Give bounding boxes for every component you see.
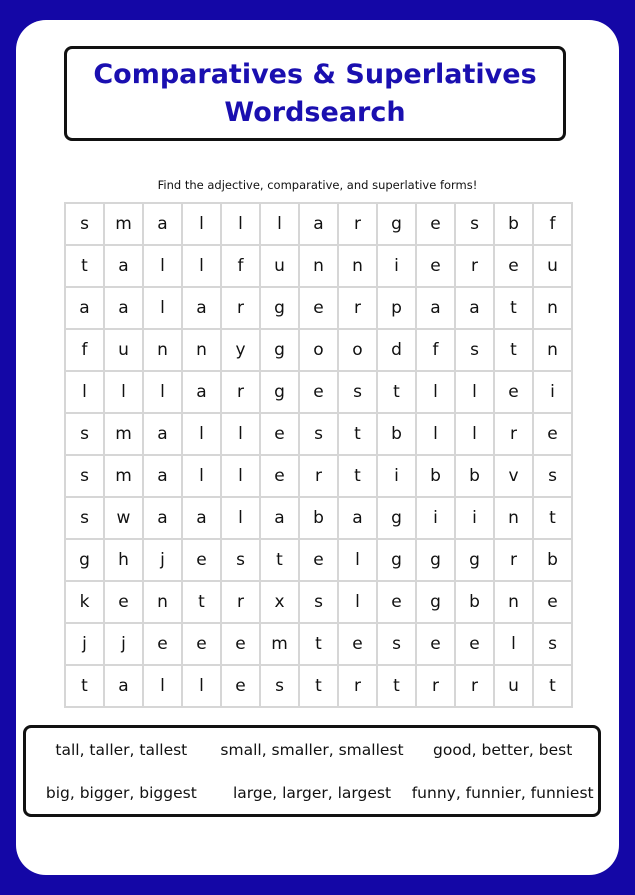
grid-cell[interactable]: a — [183, 288, 222, 330]
grid-cell[interactable]: e — [144, 624, 183, 666]
worksheet-page — [16, 20, 619, 875]
grid-cell[interactable]: l — [417, 414, 456, 456]
grid-cell[interactable]: e — [339, 624, 378, 666]
grid-cell[interactable]: l — [495, 624, 534, 666]
grid-cell[interactable]: s — [222, 540, 261, 582]
grid-cell[interactable]: l — [339, 540, 378, 582]
grid-cell[interactable]: e — [417, 204, 456, 246]
grid-cell[interactable]: m — [105, 204, 144, 246]
grid-cell[interactable]: i — [417, 498, 456, 540]
grid-cell[interactable]: r — [222, 288, 261, 330]
grid-cell[interactable]: i — [378, 456, 417, 498]
grid-cell[interactable]: t — [66, 666, 105, 708]
grid-cell[interactable]: m — [105, 456, 144, 498]
grid-cell[interactable]: f — [66, 330, 105, 372]
grid-cell[interactable]: g — [417, 540, 456, 582]
grid-cell[interactable]: s — [66, 414, 105, 456]
title-line-2: Wordsearch — [224, 96, 406, 128]
grid-cell[interactable]: s — [456, 330, 495, 372]
grid-cell[interactable]: e — [261, 414, 300, 456]
grid-cell[interactable]: l — [144, 288, 183, 330]
grid-cell[interactable]: a — [144, 498, 183, 540]
word-entry: good, better, best — [433, 740, 573, 759]
grid-cell[interactable]: n — [144, 582, 183, 624]
grid-cell[interactable]: l — [261, 204, 300, 246]
grid-cell[interactable]: g — [261, 330, 300, 372]
instructions: Find the adjective, comparative, and superlative forms! — [157, 178, 478, 192]
grid-cell[interactable]: a — [183, 372, 222, 414]
grid-cell[interactable]: t — [495, 330, 534, 372]
grid-cell[interactable]: t — [378, 666, 417, 708]
grid-cell[interactable]: a — [417, 288, 456, 330]
grid-cell[interactable]: e — [300, 372, 339, 414]
grid-cell[interactable]: r — [222, 372, 261, 414]
grid-cell[interactable]: a — [183, 498, 222, 540]
grid-cell[interactable]: g — [261, 372, 300, 414]
title-box — [64, 46, 566, 141]
grid-cell[interactable]: n — [300, 246, 339, 288]
grid-cell[interactable]: t — [66, 246, 105, 288]
grid-cell[interactable]: u — [105, 330, 144, 372]
grid-cell[interactable]: e — [378, 582, 417, 624]
grid-cell[interactable]: b — [300, 498, 339, 540]
grid-cell[interactable]: g — [378, 540, 417, 582]
grid-cell[interactable]: s — [66, 456, 105, 498]
grid-cell[interactable]: l — [183, 246, 222, 288]
word-list — [23, 725, 601, 817]
grid-cell[interactable]: j — [144, 540, 183, 582]
title-line-1: Comparatives & Superlatives — [93, 58, 537, 90]
grid-cell[interactable]: e — [105, 582, 144, 624]
grid-cell[interactable]: d — [378, 330, 417, 372]
grid-cell[interactable]: t — [339, 456, 378, 498]
grid-cell[interactable]: e — [456, 624, 495, 666]
grid-cell[interactable]: r — [300, 456, 339, 498]
grid-cell[interactable]: k — [66, 582, 105, 624]
grid-cell[interactable]: l — [105, 372, 144, 414]
wordsearch-grid — [64, 202, 573, 708]
grid-cell[interactable]: i — [534, 372, 573, 414]
grid-cell[interactable]: a — [144, 456, 183, 498]
word-entry: small, smaller, smallest — [220, 740, 404, 759]
grid-cell[interactable]: r — [339, 204, 378, 246]
grid-cell[interactable]: l — [144, 246, 183, 288]
grid-cell[interactable]: y — [222, 330, 261, 372]
grid-cell[interactable]: n — [339, 246, 378, 288]
grid-cell[interactable]: l — [222, 498, 261, 540]
grid-cell[interactable]: v — [495, 456, 534, 498]
grid-cell[interactable]: t — [534, 498, 573, 540]
grid-cell[interactable]: f — [417, 330, 456, 372]
grid-cell[interactable]: n — [534, 288, 573, 330]
grid-cell[interactable]: j — [105, 624, 144, 666]
grid-cell[interactable]: m — [105, 414, 144, 456]
grid-cell[interactable]: s — [66, 204, 105, 246]
grid-cell[interactable]: u — [534, 246, 573, 288]
grid-cell[interactable]: t — [300, 624, 339, 666]
grid-cell[interactable]: w — [105, 498, 144, 540]
grid-cell[interactable]: t — [339, 414, 378, 456]
grid-cell[interactable]: e — [183, 540, 222, 582]
grid-cell[interactable]: i — [456, 498, 495, 540]
grid-cell[interactable]: g — [378, 498, 417, 540]
grid-cell[interactable]: b — [456, 456, 495, 498]
grid-cell[interactable]: r — [456, 666, 495, 708]
grid-cell[interactable]: i — [378, 246, 417, 288]
grid-cell[interactable]: s — [534, 456, 573, 498]
grid-cell[interactable]: j — [66, 624, 105, 666]
grid-cell[interactable]: l — [183, 456, 222, 498]
grid-cell[interactable]: l — [339, 582, 378, 624]
grid-cell[interactable]: p — [378, 288, 417, 330]
grid-cell[interactable]: r — [222, 582, 261, 624]
grid-cell[interactable]: e — [534, 582, 573, 624]
grid-cell[interactable]: r — [339, 288, 378, 330]
grid-cell[interactable]: x — [261, 582, 300, 624]
grid-cell[interactable]: e — [183, 624, 222, 666]
grid-cell[interactable]: s — [378, 624, 417, 666]
grid-cell[interactable]: s — [339, 372, 378, 414]
grid-cell[interactable]: o — [339, 330, 378, 372]
grid-cell[interactable]: s — [300, 414, 339, 456]
grid-cell[interactable]: g — [417, 582, 456, 624]
word-entry: tall, taller, tallest — [55, 740, 188, 759]
grid-cell[interactable]: l — [222, 204, 261, 246]
grid-cell[interactable]: e — [300, 288, 339, 330]
grid-cell[interactable]: t — [495, 288, 534, 330]
grid-cell[interactable]: e — [417, 624, 456, 666]
grid-cell[interactable]: l — [417, 372, 456, 414]
word-entry: funny, funnier, funniest — [411, 783, 594, 802]
grid-cell[interactable]: f — [222, 246, 261, 288]
grid-cell[interactable]: n — [534, 330, 573, 372]
grid-cell[interactable]: l — [183, 204, 222, 246]
grid-cell[interactable]: r — [495, 540, 534, 582]
grid-cell[interactable]: t — [183, 582, 222, 624]
word-entry: big, bigger, biggest — [45, 783, 197, 802]
grid-cell[interactable]: l — [66, 372, 105, 414]
grid-cell[interactable]: t — [534, 666, 573, 708]
grid-cell[interactable]: a — [144, 414, 183, 456]
grid-cell[interactable]: s — [456, 204, 495, 246]
grid-cell[interactable]: l — [144, 372, 183, 414]
grid-cell[interactable]: h — [105, 540, 144, 582]
grid-cell[interactable]: a — [144, 204, 183, 246]
grid-cell[interactable]: e — [417, 246, 456, 288]
grid-cell[interactable]: t — [300, 666, 339, 708]
grid-cell[interactable]: r — [456, 246, 495, 288]
grid-cell[interactable]: b — [456, 582, 495, 624]
grid-cell[interactable]: t — [378, 372, 417, 414]
grid-cell[interactable]: e — [222, 624, 261, 666]
grid-cell[interactable]: e — [222, 666, 261, 708]
grid-cell[interactable]: b — [417, 456, 456, 498]
grid-cell[interactable]: r — [339, 666, 378, 708]
grid-cell[interactable]: n — [495, 582, 534, 624]
grid-cell[interactable]: r — [495, 414, 534, 456]
word-entry: large, larger, largest — [232, 783, 392, 802]
grid-cell[interactable]: s — [300, 582, 339, 624]
grid-cell[interactable]: n — [144, 330, 183, 372]
grid-cell[interactable]: a — [261, 498, 300, 540]
grid-cell[interactable]: g — [456, 540, 495, 582]
grid-cell[interactable]: a — [105, 288, 144, 330]
grid-cell[interactable]: b — [534, 540, 573, 582]
grid-cell[interactable]: e — [495, 246, 534, 288]
grid-cell[interactable]: l — [222, 414, 261, 456]
grid-cell[interactable]: s — [534, 624, 573, 666]
grid-cell[interactable]: g — [378, 204, 417, 246]
grid-cell[interactable]: t — [261, 540, 300, 582]
grid-cell[interactable]: a — [339, 498, 378, 540]
grid-cell[interactable]: l — [222, 456, 261, 498]
grid-cell[interactable]: l — [183, 666, 222, 708]
grid-cell[interactable]: b — [378, 414, 417, 456]
grid-cell[interactable]: f — [534, 204, 573, 246]
grid-cell[interactable]: a — [66, 288, 105, 330]
grid-cell[interactable]: u — [495, 666, 534, 708]
grid-cell[interactable]: u — [261, 246, 300, 288]
grid-cell[interactable]: e — [261, 456, 300, 498]
grid-cell[interactable]: a — [456, 288, 495, 330]
grid-cell[interactable]: n — [183, 330, 222, 372]
grid-cell[interactable]: s — [261, 666, 300, 708]
grid-cell[interactable]: l — [183, 414, 222, 456]
grid-cell[interactable]: b — [495, 204, 534, 246]
grid-cell[interactable]: e — [495, 372, 534, 414]
grid-cell[interactable]: o — [300, 330, 339, 372]
grid-cell[interactable]: l — [456, 414, 495, 456]
grid-cell[interactable]: r — [417, 666, 456, 708]
grid-cell[interactable]: l — [456, 372, 495, 414]
page-title — [93, 56, 536, 132]
grid-cell[interactable]: e — [534, 414, 573, 456]
grid-cell[interactable]: a — [300, 204, 339, 246]
grid-cell[interactable]: s — [66, 498, 105, 540]
grid-cell[interactable]: g — [261, 288, 300, 330]
grid-cell[interactable]: e — [300, 540, 339, 582]
grid-cell[interactable]: g — [66, 540, 105, 582]
grid-cell[interactable]: a — [105, 246, 144, 288]
grid-cell[interactable]: m — [261, 624, 300, 666]
grid-cell[interactable]: n — [495, 498, 534, 540]
grid-cell[interactable]: a — [105, 666, 144, 708]
grid-cell[interactable]: l — [144, 666, 183, 708]
